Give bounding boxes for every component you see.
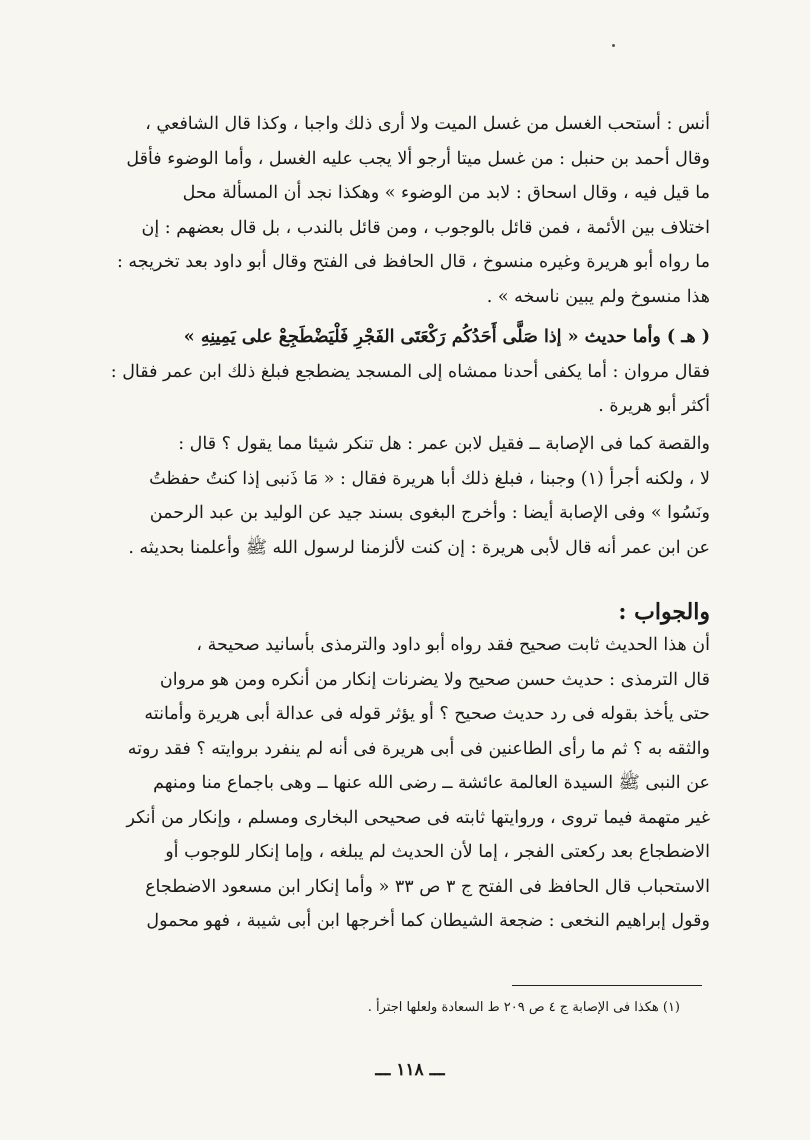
text-line: ونَسُوا » وفى الإصابة أيضا : وأخرج البغوى بسند جيد عن الوليد بن عبد الرحمن	[149, 503, 710, 523]
paragraph-story	[90, 427, 710, 565]
text-line: أنس : أستحب الغسل من غسل الميت ولا أرى ذلك واجبا ، وكذا قال الشافعي ،	[145, 114, 710, 134]
text-line: غير متهمة فيما تروى ، وروايتها ثابته فى صحيحى البخارى ومسلم ، وإنكار من أنكر	[126, 807, 710, 828]
text-line: عن ابن عمر أنه قال لأبى هريرة : إن كنت لألزمنا لرسول الله ﷺ وأعلمنا بحديثه .	[128, 537, 710, 558]
scan-speck	[612, 44, 615, 47]
text-line: الاضطجاع بعد ركعتى الفجر ، إما لأن الحديث لم يبلغه ، وإما إنكار للوجوب أو	[165, 842, 710, 862]
text-line: وقال أحمد بن حنبل : من غسل ميتا أرجو ألا يجب عليه الغسل ، وأما الوضوء فأقل	[126, 148, 710, 169]
text-line: عن النبى ﷺ السيدة العالمة عائشة ــ رضى الله عنها ــ وهى باجماع منا ومنهم	[153, 773, 710, 793]
text-line: حتى يأخذ بقوله فى رد حديث صحيح ؟ أو يؤثر قوله فى عدالة أبى هريرة وأمانته	[144, 704, 710, 724]
text-line: لا ، ولكنه أجرأ (١) وجبنا ، فبلغ ذلك أبا هريرة فقال : « مَا ذَنبى إذا كنتُ حفظتُ	[149, 468, 710, 489]
text-line: ما قيل فيه ، وقال اسحاق : لابد من الوضوء » وهكذا نجد أن المسألة محل	[182, 183, 710, 203]
text-line: قال الترمذى : حديث حسن صحيح ولا يضرنات إنكار من أنكره ومن هو مروان	[159, 669, 710, 690]
text-line: الاستحباب قال الحافظ فى الفتح ج ٣ ص ٣٣ « وأما إنكار ابن مسعود الاضطجاع	[145, 876, 710, 897]
text-line: أن هذا الحديث ثابت صحيح فقد رواه أبو داود والترمذى بأسانيد صحيحة ،	[196, 635, 710, 655]
paragraph-answer	[90, 628, 710, 939]
text-line: والثقه به ؟ ثم ما رأى الطاعنين فى أبى هريرة فى أنه لم ينفرد بروايته ؟ فقد روته	[127, 738, 710, 759]
text-line: هذا منسوخ ولم يبين ناسخه » .	[486, 286, 710, 307]
text-line: وقول إبراهيم النخعى : ضجعة الشيطان كما أخرجها ابن أبى شيبة ، فهو محمول	[146, 911, 710, 931]
text-line: فقال مروان : أما يكفى أحدنا ممشاه إلى المسجد يضطجع فبلغ ذلك ابن عمر فقال :	[110, 361, 710, 382]
paragraph-intro	[90, 107, 710, 314]
text-line: أكثر أبو هريرة .	[598, 396, 710, 416]
text-line: والقصة كما فى الإصابة ــ فقيل لابن عمر : هل تنكر شيئا مما يقول ؟ قال :	[178, 434, 710, 454]
answer-heading: والجواب :	[618, 599, 710, 625]
page-number: ـــ ١١٨ ـــ	[375, 1060, 445, 1080]
text-line: اختلاف بين الأئمة ، فمن قائل بالوجوب ، ومن قائل بالندب ، بل قال بعضهم : إن	[141, 217, 710, 238]
paragraph-hadith	[90, 320, 710, 424]
footnote: (١) هكذا فى الإصابة ج ٤ ص ٢٠٩ ط السعادة ولعلها اجترأ .	[367, 1000, 680, 1015]
footnote-divider	[512, 985, 702, 986]
hadith-line: ( هـ ) وأما حديث « إذا صَلَّى أَحَدُكُم رَكْعَتَى الفَجْرِ فَلْيَضْطَجِعْ على يَمِينِهِ »	[183, 327, 710, 347]
text-line: ما رواه أبو هريرة وغيره منسوخ ، قال الحافظ فى الفتح وقال أبو داود بعد تخريجه :	[116, 252, 710, 272]
